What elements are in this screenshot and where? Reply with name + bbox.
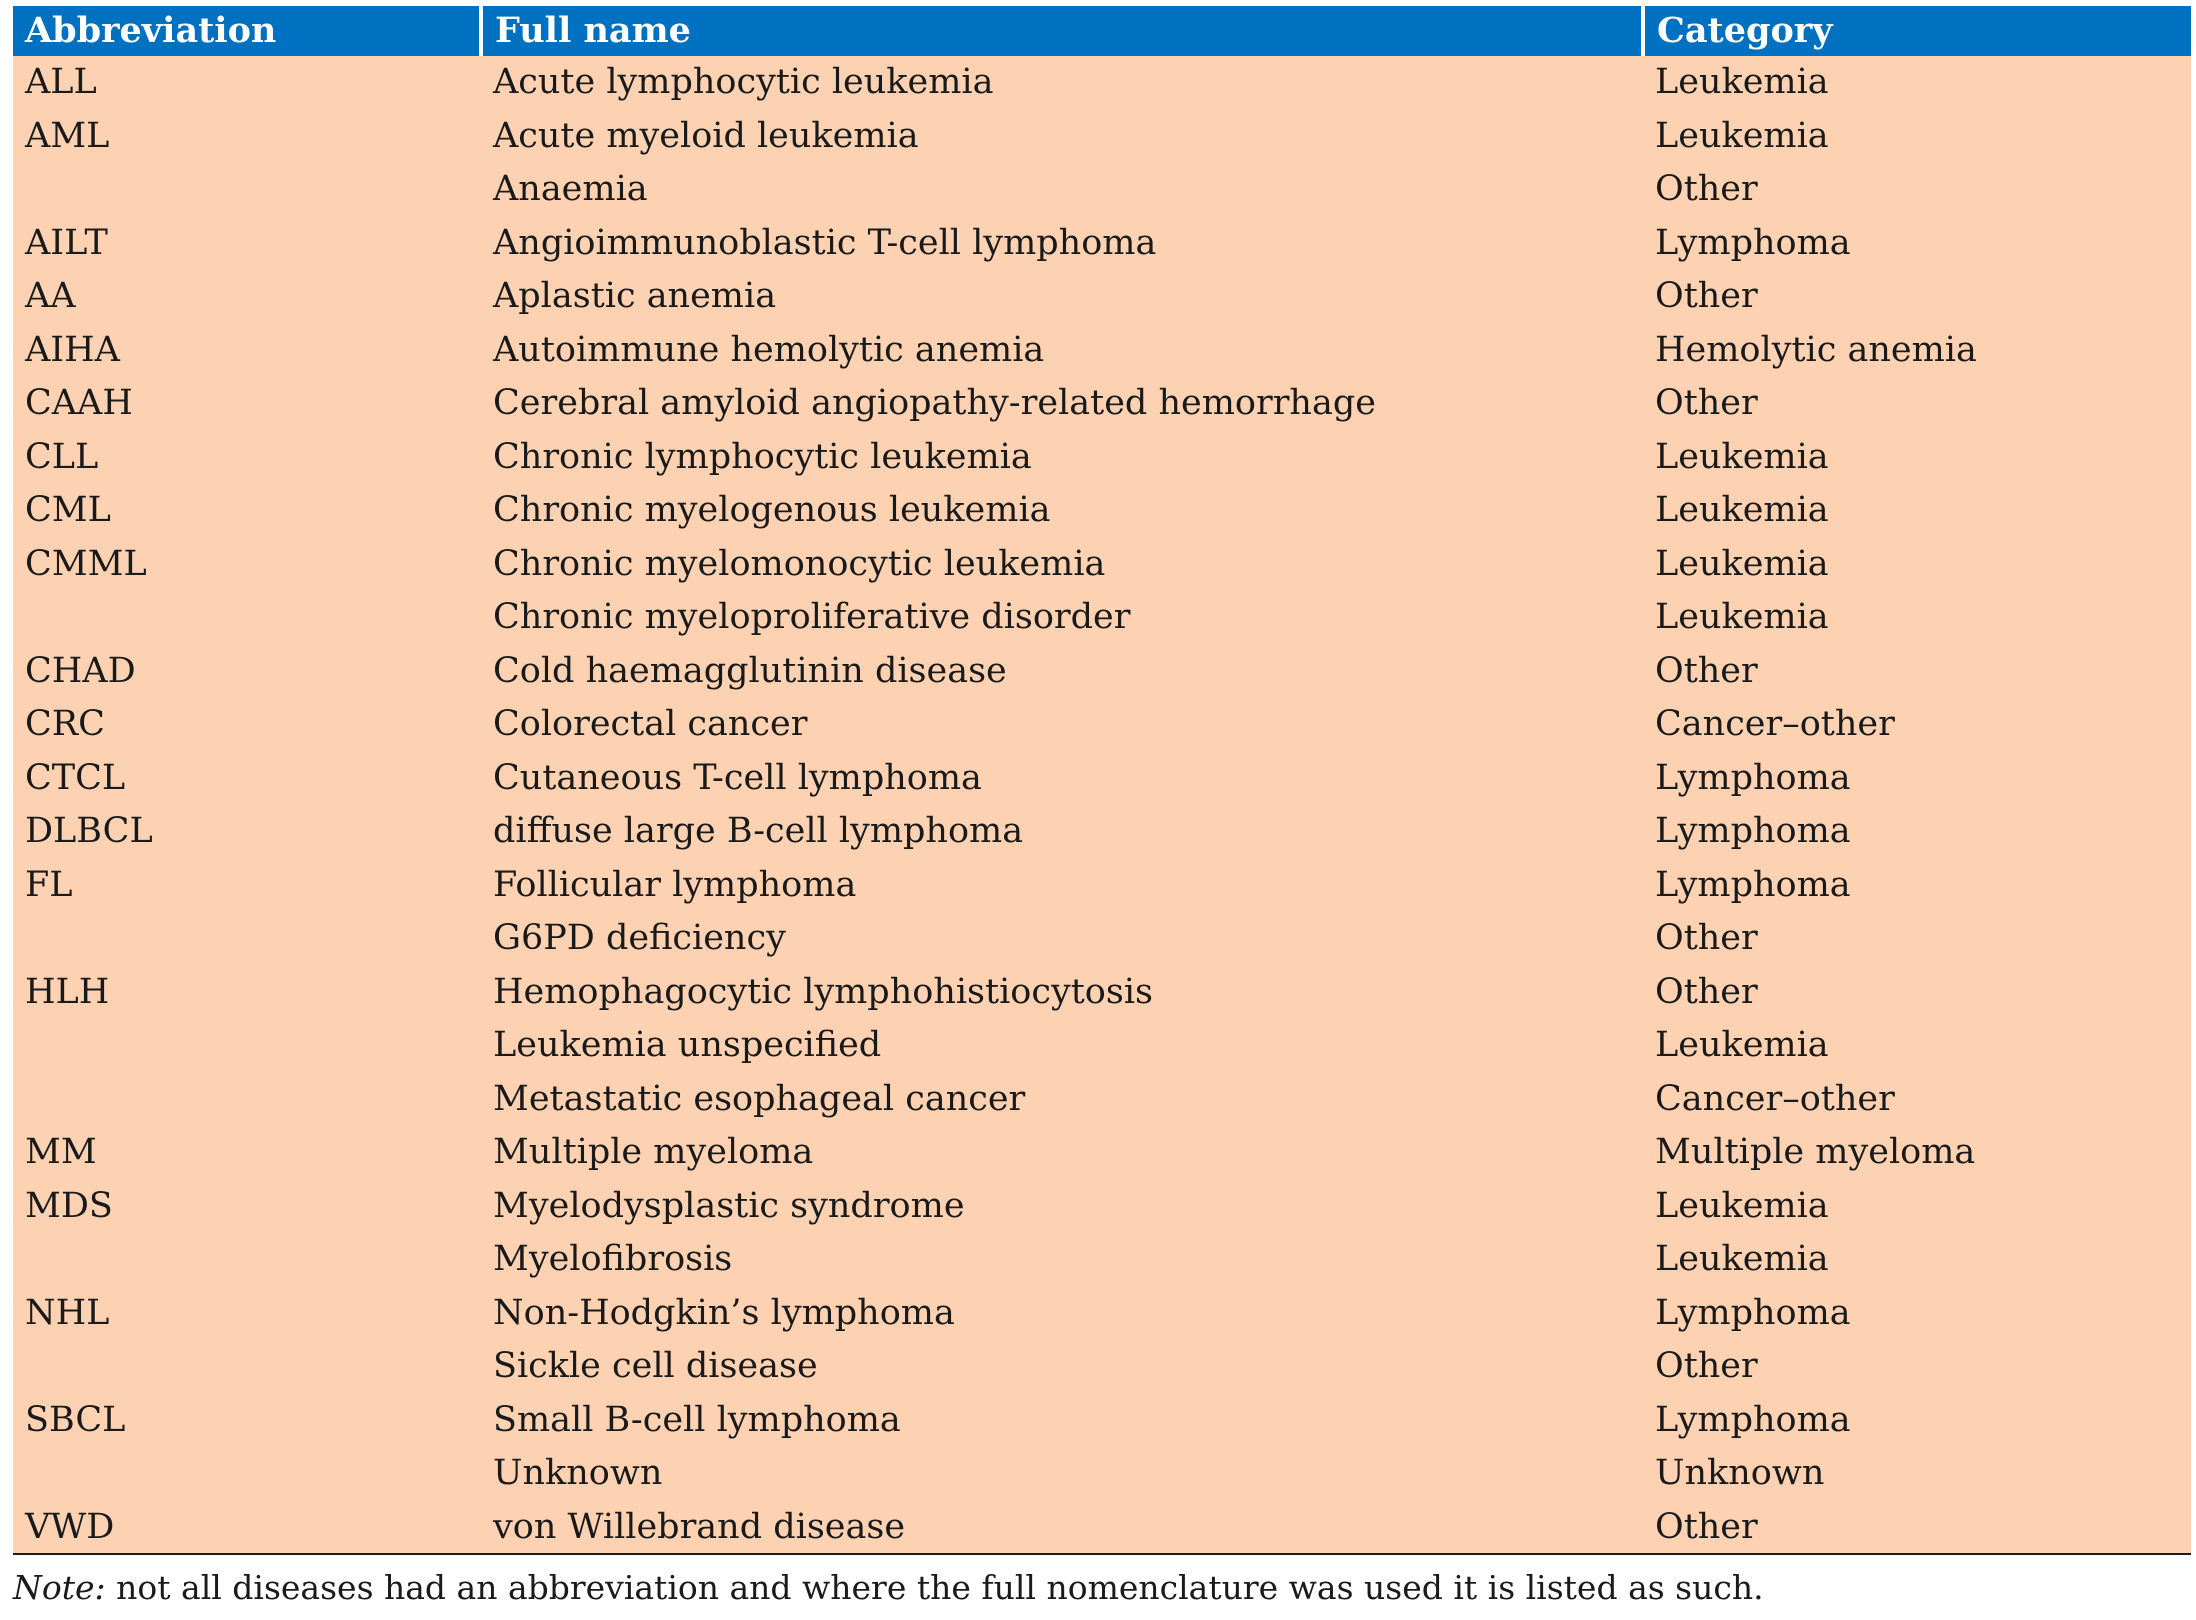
cell-full-name: Cold haemagglutinin disease xyxy=(493,650,1007,691)
cell-abbreviation xyxy=(13,1073,481,1127)
cell-abbreviation xyxy=(13,912,481,966)
cell-abbreviation: VWD xyxy=(25,1506,115,1547)
table-body xyxy=(13,56,2191,1554)
cell-full-name: Cerebral amyloid angiopathy-related hemorrhage xyxy=(493,383,1376,423)
table-row xyxy=(13,270,2191,324)
cell-category: Lymphoma xyxy=(1655,757,1851,798)
table-header xyxy=(13,6,2191,56)
cell-abbreviation: ALL xyxy=(25,62,97,102)
table-row xyxy=(13,752,2191,806)
cell-category: Other xyxy=(1655,1346,1758,1386)
cell-abbreviation: CML xyxy=(25,490,111,530)
cell-abbreviation: DLBCL xyxy=(25,811,153,851)
cell-full-name: Colorectal cancer xyxy=(493,704,808,744)
cell-abbreviation: AIHA xyxy=(25,329,120,370)
table-row xyxy=(13,1233,2191,1287)
cell-category: Leukemia xyxy=(1655,62,1829,102)
cell-category: Multiple myeloma xyxy=(1655,1132,1976,1172)
table-row xyxy=(13,1287,2191,1341)
table-row xyxy=(13,1019,2191,1073)
cell-full-name: Metastatic esophageal cancer xyxy=(493,1078,1026,1119)
cell-abbreviation: SBCL xyxy=(25,1399,126,1440)
cell-category: Lymphoma xyxy=(1655,1292,1851,1333)
table-row xyxy=(13,805,2191,859)
cell-category: Leukemia xyxy=(1655,543,1829,584)
cell-category: Cancer–other xyxy=(1655,704,1895,744)
table-row xyxy=(13,377,2191,431)
cell-full-name: G6PD deficiency xyxy=(493,918,786,958)
table-row xyxy=(13,1340,2191,1394)
cell-category: Cancer–other xyxy=(1655,1078,1895,1119)
cell-category: Other xyxy=(1655,650,1758,691)
cell-full-name: Acute lymphocytic leukemia xyxy=(493,62,994,102)
table-row xyxy=(13,110,2191,164)
cell-category: Leukemia xyxy=(1655,115,1829,156)
cell-abbreviation: AILT xyxy=(25,222,108,263)
table-row xyxy=(13,1073,2191,1127)
table-row xyxy=(13,966,2191,1020)
cell-abbreviation: AML xyxy=(25,115,110,156)
cell-full-name: Chronic myeloproliferative disorder xyxy=(493,597,1131,637)
cell-category: Other xyxy=(1655,971,1758,1012)
table-row xyxy=(13,1126,2191,1180)
table-row xyxy=(13,217,2191,271)
cell-category: Other xyxy=(1655,1506,1758,1547)
cell-abbreviation: MM xyxy=(25,1132,97,1172)
cell-abbreviation: FL xyxy=(25,864,73,905)
cell-full-name: Multiple myeloma xyxy=(493,1132,814,1172)
cell-abbreviation xyxy=(13,1340,481,1394)
cell-abbreviation xyxy=(13,1233,481,1287)
table-row xyxy=(13,538,2191,592)
cell-full-name: Follicular lymphoma xyxy=(493,864,857,905)
cell-category: Leukemia xyxy=(1655,1185,1829,1226)
cell-full-name: Aplastic anemia xyxy=(493,276,777,316)
table-row xyxy=(13,1447,2191,1501)
table-row xyxy=(13,163,2191,217)
cell-abbreviation: HLH xyxy=(25,971,110,1012)
cell-full-name: Hemophagocytic lymphohistiocytosis xyxy=(493,971,1153,1012)
cell-category: Unknown xyxy=(1655,1453,1825,1493)
cell-abbreviation xyxy=(13,163,481,217)
table-row xyxy=(13,56,2191,110)
cell-full-name: Non-Hodgkin’s lymphoma xyxy=(493,1292,955,1333)
table-row xyxy=(13,912,2191,966)
table-row xyxy=(13,859,2191,913)
header-category: Category xyxy=(1643,6,2191,56)
cell-category: Hemolytic anemia xyxy=(1655,329,1977,370)
header-abbreviation: Abbreviation xyxy=(13,6,481,56)
cell-abbreviation xyxy=(13,591,481,645)
cell-category: Leukemia xyxy=(1655,436,1829,477)
table-row xyxy=(13,1394,2191,1448)
cell-category: Lymphoma xyxy=(1655,222,1851,263)
cell-full-name: Small B-cell lymphoma xyxy=(493,1399,901,1440)
note-text: not all diseases had an abbreviation and where the full nomenclature was used it is listed as such. xyxy=(105,1568,1764,1607)
cell-abbreviation: CRC xyxy=(25,704,105,744)
cell-abbreviation: CLL xyxy=(25,436,99,477)
cell-abbreviation: NHL xyxy=(25,1292,110,1333)
cell-category: Other xyxy=(1655,918,1758,958)
cell-full-name: von Willebrand disease xyxy=(493,1506,906,1547)
cell-category: Lymphoma xyxy=(1655,864,1851,905)
cell-category: Other xyxy=(1655,276,1758,316)
table-row xyxy=(13,484,2191,538)
cell-full-name: Autoimmune hemolytic anemia xyxy=(493,329,1045,370)
cell-full-name: Angioimmunoblastic T-cell lymphoma xyxy=(493,222,1157,263)
cell-full-name: Leukemia unspecified xyxy=(493,1025,882,1065)
cell-abbreviation: CMML xyxy=(25,543,147,584)
header-row xyxy=(13,6,2191,56)
cell-category: Other xyxy=(1655,169,1758,209)
cell-full-name: Myelodysplastic syndrome xyxy=(493,1185,965,1226)
cell-abbreviation: CTCL xyxy=(25,757,126,798)
table-row xyxy=(13,645,2191,699)
cell-abbreviation: CHAD xyxy=(25,650,136,691)
cell-category: Leukemia xyxy=(1655,490,1829,530)
table-row xyxy=(13,324,2191,378)
cell-category: Leukemia xyxy=(1655,1239,1829,1279)
table-row xyxy=(13,431,2191,485)
cell-abbreviation: CAAH xyxy=(25,383,133,423)
cell-full-name: diffuse large B-cell lymphoma xyxy=(493,811,1024,851)
table-bottom-rule xyxy=(13,1553,2191,1555)
cell-category: Other xyxy=(1655,383,1758,423)
cell-abbreviation: AA xyxy=(25,276,76,316)
cell-full-name: Chronic myelogenous leukemia xyxy=(493,490,1051,530)
disease-abbreviation-table xyxy=(13,6,2191,1554)
cell-category: Lymphoma xyxy=(1655,811,1851,851)
table-row xyxy=(13,591,2191,645)
table-row xyxy=(13,698,2191,752)
cell-category: Leukemia xyxy=(1655,1025,1829,1065)
cell-abbreviation xyxy=(13,1447,481,1501)
cell-full-name: Chronic myelomonocytic leukemia xyxy=(493,543,1106,584)
cell-category: Leukemia xyxy=(1655,597,1829,637)
table-footnote xyxy=(13,1568,1764,1607)
cell-category: Lymphoma xyxy=(1655,1399,1851,1440)
cell-full-name: Cutaneous T-cell lymphoma xyxy=(493,757,982,798)
cell-full-name: Chronic lymphocytic leukemia xyxy=(493,436,1032,477)
cell-full-name: Acute myeloid leukemia xyxy=(493,115,919,156)
table-row xyxy=(13,1180,2191,1234)
cell-abbreviation xyxy=(13,1019,481,1073)
cell-abbreviation: MDS xyxy=(25,1185,113,1226)
header-full-name: Full name xyxy=(481,6,1643,56)
cell-full-name: Sickle cell disease xyxy=(493,1346,818,1386)
note-label: Note: xyxy=(13,1568,106,1607)
cell-full-name: Myelofibrosis xyxy=(493,1239,733,1279)
cell-full-name: Unknown xyxy=(493,1453,663,1493)
disease-table-container xyxy=(13,6,2191,1554)
table-row xyxy=(13,1501,2191,1555)
cell-full-name: Anaemia xyxy=(493,169,648,209)
